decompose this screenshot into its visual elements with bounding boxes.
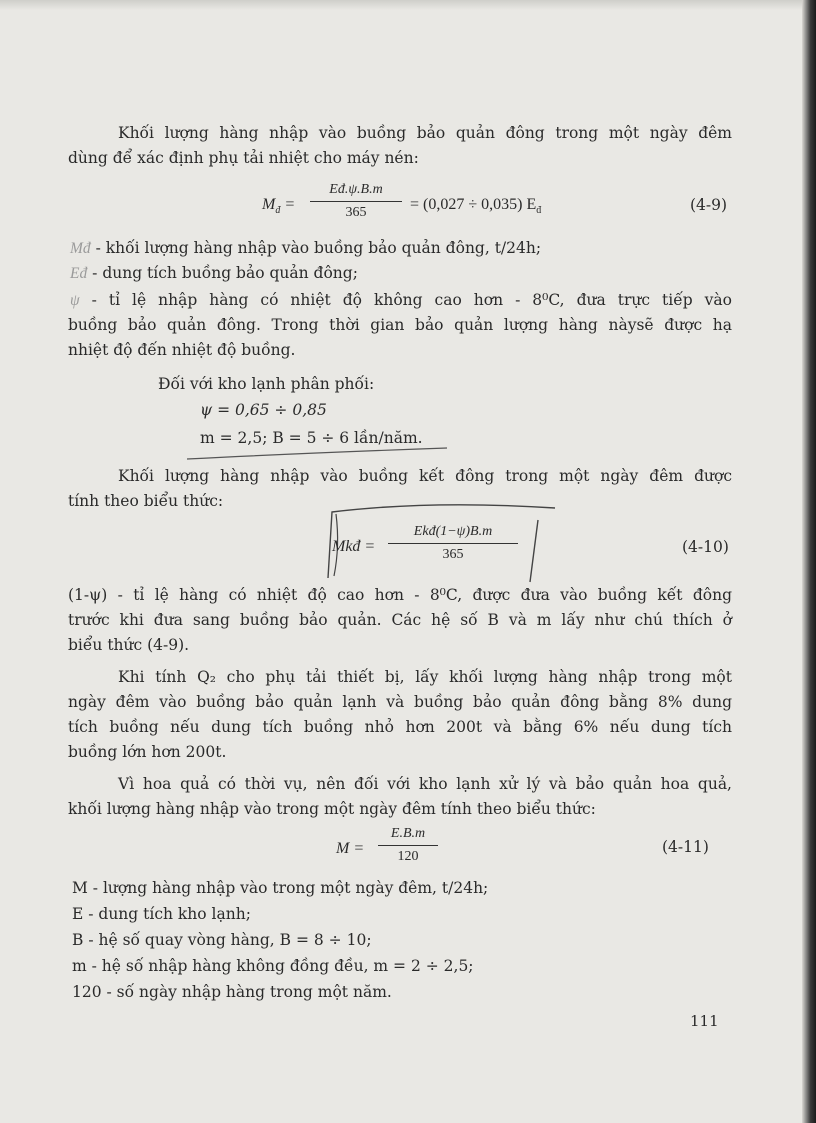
eq49-fraction xyxy=(310,182,402,221)
paragraph-1-line-1: Khối lượng hàng nhập vào buồng bảo quản đông trong một ngày đêm xyxy=(118,124,732,142)
paragraph-3-line-1: (1-ψ) - tỉ lệ hàng có nhiệt độ cao hơn - 8⁰C, được đưa vào buồng kết đông xyxy=(68,586,732,604)
equation-number-4-10: (4-10) xyxy=(682,538,729,556)
eq49-rhs: = (0,027 ÷ 0,035) $E_đ$ xyxy=(410,196,542,217)
distribution-heading: Đối với kho lạnh phân phối: xyxy=(158,375,375,393)
definition-ed: Eđ - dung tích buồng bảo quản đông; xyxy=(70,264,358,282)
eq410-denominator: 365 xyxy=(442,547,464,562)
distribution-m-b: m = 2,5; B = 5 ÷ 6 lần/năm. xyxy=(200,429,423,447)
eq410-numerator: Ekđ(1−ψ)B.m xyxy=(388,524,518,544)
paragraph-4-line-4: buồng lớn hơn 200t. xyxy=(68,743,227,761)
pencil-underline-mark xyxy=(185,445,450,465)
eq49-lhs: $M_đ$ = xyxy=(262,196,296,217)
eq411-denominator: 120 xyxy=(397,849,419,864)
paragraph-5-line-2: khối lượng hàng nhập vào trong một ngày đêm tính theo biểu thức: xyxy=(68,800,596,818)
distribution-psi: ψ = 0,65 ÷ 0,85 xyxy=(200,401,327,419)
definition-psi: ψ - tỉ lệ nhập hàng có nhiệt độ không cao hơn - 8⁰C, đưa trực tiếp vào xyxy=(70,291,732,309)
paragraph-2-line-2: tính theo biểu thức: xyxy=(68,492,224,510)
definition-md: Mđ - khối lượng hàng nhập vào buồng bảo quản đông, t/24h; xyxy=(70,239,542,257)
definition-m-coefficient: m - hệ số nhập hàng không đồng đều, m = 2 ÷ 2,5; xyxy=(72,957,474,975)
definition-m: M - lượng hàng nhập vào trong một ngày đêm, t/24h; xyxy=(72,879,489,897)
equation-4-11 xyxy=(336,826,496,878)
eq411-fraction xyxy=(378,826,438,865)
eq411-numerator: E.B.m xyxy=(378,826,438,846)
paragraph-2-line-1: Khối lượng hàng nhập vào buồng kết đông trong một ngày đêm được xyxy=(118,467,732,485)
definition-b: B - hệ số quay vòng hàng, B = 8 ÷ 10; xyxy=(72,931,372,949)
paragraph-4-line-1: Khi tính Q₂ cho phụ tải thiết bị, lấy khối lượng hàng nhập trong một xyxy=(118,668,732,686)
eq410-lhs: Mkđ = xyxy=(332,538,376,555)
page-number: 111 xyxy=(690,1012,719,1030)
eq49-denominator: 365 xyxy=(345,205,367,220)
equation-number-4-11: (4-11) xyxy=(662,838,709,856)
definition-e: E - dung tích kho lạnh; xyxy=(72,905,251,923)
definition-120: 120 - số ngày nhập hàng trong một năm. xyxy=(72,983,392,1001)
paragraph-4-line-2: ngày đêm vào buồng bảo quản lạnh và buồng bảo quản đông bằng 8% dung xyxy=(68,693,732,711)
paragraph-3-line-3: biểu thức (4-9). xyxy=(68,636,190,654)
paragraph-1-line-2: dùng để xác định phụ tải nhiệt cho máy nén: xyxy=(68,149,419,167)
eq411-lhs: M = xyxy=(336,840,365,857)
paragraph-3-line-2: trước khi đưa sang buồng bảo quản. Các hệ số B và m lấy như chú thích ở xyxy=(68,611,732,629)
eq49-numerator: Eđ.ψ.B.m xyxy=(310,182,402,202)
eq410-fraction xyxy=(388,524,518,563)
page-binding-shadow xyxy=(802,0,816,1123)
equation-4-10 xyxy=(332,524,572,576)
definition-psi-cont-2: nhiệt độ đến nhiệt độ buồng. xyxy=(68,341,296,359)
definition-psi-cont-1: buồng bảo quản đông. Trong thời gian bảo quản lượng hàng nàysẽ được hạ xyxy=(68,316,732,334)
equation-4-9 xyxy=(262,182,742,234)
paragraph-5-line-1: Vì hoa quả có thời vụ, nên đối với kho lạnh xử lý và bảo quản hoa quả, xyxy=(118,775,732,793)
page-top-edge xyxy=(0,0,816,10)
paragraph-4-line-3: tích buồng nếu dung tích buồng nhỏ hơn 200t và bằng 6% nếu dung tích xyxy=(68,718,732,736)
equation-number-4-9: (4-9) xyxy=(690,196,728,214)
